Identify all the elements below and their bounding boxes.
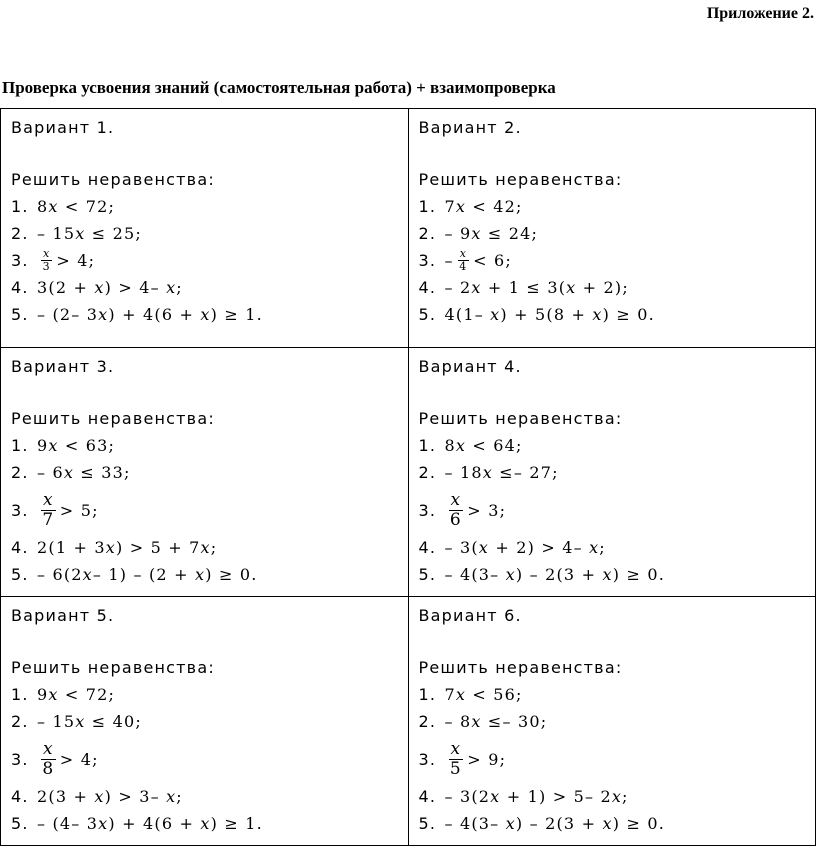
inequality-item — [419, 681, 806, 708]
inequality-item — [11, 486, 398, 534]
inequality-item — [419, 301, 806, 328]
item-number: 2. — [418, 712, 437, 731]
inequality-item — [419, 432, 806, 459]
item-number: 1. — [11, 685, 29, 704]
variant-title: Вариант 4. — [418, 357, 522, 376]
inequality-item — [419, 783, 806, 810]
item-number: 4. — [11, 278, 29, 297]
item-number: 3. — [418, 251, 437, 270]
item-number: 4. — [418, 538, 437, 557]
inequality-expression: 9𝑥 < 72; — [37, 685, 116, 704]
inequality-expression: – 15𝑥 ≤ 25; — [37, 224, 142, 243]
inequality-expression: – 4(3– 𝑥) – 2(3 + 𝑥) ≥ 0. — [444, 814, 665, 833]
variant-title: Вариант 5. — [11, 606, 115, 625]
inequality-expression: 3(2 + 𝑥) > 4– 𝑥; — [37, 278, 183, 297]
fraction-numerator: 𝑥 — [459, 246, 468, 260]
inequality-item — [11, 561, 398, 588]
inequality-item — [419, 486, 806, 534]
inequality-item — [11, 274, 398, 301]
variant-subtitle: Решить неравенства: — [418, 409, 623, 428]
inequality-expression: 8𝑥 < 72; — [37, 197, 116, 216]
item-number: 1. — [11, 436, 29, 455]
variant-cell — [1, 348, 409, 597]
fraction-denominator: 3 — [42, 260, 51, 273]
inequality-item — [419, 708, 806, 735]
inequality-item — [11, 534, 398, 561]
item-number: 4. — [418, 787, 437, 806]
variant-cell — [408, 348, 816, 597]
inequality-expression: 2(3 + 𝑥) > 3– 𝑥; — [37, 787, 183, 806]
inequality-expression: 7𝑥 < 42; — [444, 197, 523, 216]
variant-subtitle: Решить неравенства: — [418, 170, 623, 189]
inequality-item — [419, 735, 806, 783]
item-number: 2. — [418, 224, 437, 243]
inequality-expression: 8𝑥 < 64; — [444, 436, 523, 455]
inequality-item — [419, 193, 806, 220]
inequality-item — [11, 681, 398, 708]
inequality-expression: – 2𝑥 + 1 ≤ 3(𝑥 + 2); — [444, 278, 629, 297]
item-number: 2. — [11, 712, 29, 731]
expr-suffix: < 6; — [473, 251, 512, 270]
expr-suffix: > 9; — [467, 749, 507, 769]
inequality-item — [419, 274, 806, 301]
inequality-item — [11, 735, 398, 783]
fraction-denominator: 4 — [459, 260, 468, 273]
item-number: 1. — [418, 436, 437, 455]
item-number: 5. — [418, 814, 437, 833]
item-number: 4. — [11, 538, 29, 557]
expr-prefix: – — [444, 251, 454, 270]
item-number: 5. — [11, 305, 29, 324]
inequality-expression: 9𝑥 < 63; — [37, 436, 116, 455]
page-heading: Проверка усвоения знаний (самостоятельная работа) + взаимопроверка — [2, 78, 556, 97]
item-number: 3. — [418, 500, 437, 520]
variant-title: Вариант 6. — [418, 606, 522, 625]
fraction-numerator: 𝑥 — [43, 738, 54, 759]
fraction-numerator: 𝑥 — [450, 738, 462, 759]
inequality-item — [11, 459, 398, 486]
inequality-expression: – 6(2𝑥– 1) – (2 + 𝑥) ≥ 0. — [37, 565, 258, 584]
variant-cell — [408, 109, 816, 348]
variant-title: Вариант 3. — [11, 357, 115, 376]
expr-suffix: > 3; — [467, 500, 507, 520]
item-number: 3. — [418, 749, 437, 769]
expr-suffix: > 4; — [59, 749, 99, 769]
appendix-label: Приложение 2. — [706, 5, 814, 22]
fraction — [458, 248, 469, 273]
inequality-expression: 7𝑥 < 56; — [444, 685, 523, 704]
fraction — [41, 740, 56, 778]
fraction — [449, 740, 464, 778]
variant-subtitle: Решить неравенства: — [11, 658, 215, 677]
inequality-item — [11, 708, 398, 735]
inequality-expression: – 6𝑥 ≤ 33; — [37, 463, 131, 482]
item-number: 4. — [11, 787, 29, 806]
item-number: 4. — [418, 278, 437, 297]
variant-cell — [1, 109, 409, 348]
item-number: 3. — [11, 749, 29, 769]
inequality-item — [11, 301, 398, 328]
item-number: 1. — [418, 197, 437, 216]
fraction-denominator: 6 — [449, 509, 462, 530]
item-number: 2. — [11, 224, 29, 243]
item-number: 5. — [11, 814, 29, 833]
inequality-item — [419, 561, 806, 588]
inequality-expression: – 3(𝑥 + 2) > 4– 𝑥; — [444, 538, 606, 557]
fraction-numerator: 𝑥 — [43, 489, 54, 510]
inequality-expression: – 15𝑥 ≤ 40; — [37, 712, 142, 731]
fraction-denominator: 5 — [449, 758, 462, 779]
item-number: 3. — [11, 251, 29, 270]
inequality-expression: – 4(3– 𝑥) – 2(3 + 𝑥) ≥ 0. — [444, 565, 665, 584]
inequality-item — [11, 432, 398, 459]
variant-subtitle: Решить неравенства: — [418, 658, 623, 677]
item-number: 1. — [418, 685, 437, 704]
item-number: 3. — [11, 500, 29, 520]
inequality-expression: 4(1– 𝑥) + 5(8 + 𝑥) ≥ 0. — [444, 305, 655, 324]
variant-title: Вариант 1. — [11, 118, 115, 137]
inequality-expression: – (2– 3𝑥) + 4(6 + 𝑥) ≥ 1. — [37, 305, 263, 324]
variant-cell — [408, 597, 816, 846]
inequality-expression: – 9𝑥 ≤ 24; — [444, 224, 539, 243]
item-number: 1. — [11, 197, 29, 216]
inequality-expression: – 18𝑥 ≤– 27; — [444, 463, 559, 482]
item-number: 2. — [418, 463, 437, 482]
inequality-expression: – 8𝑥 ≤– 30; — [444, 712, 548, 731]
variant-subtitle: Решить неравенства: — [11, 170, 215, 189]
inequality-item — [419, 459, 806, 486]
fraction-denominator: 8 — [42, 758, 55, 779]
inequality-expression: – 3(2𝑥 + 1) > 5– 2𝑥; — [444, 787, 629, 806]
expr-suffix: > 4; — [56, 251, 96, 270]
fraction-denominator: 7 — [42, 509, 55, 530]
fraction — [41, 248, 52, 273]
item-number: 2. — [11, 463, 29, 482]
fraction-numerator: 𝑥 — [43, 246, 51, 260]
item-number: 5. — [11, 565, 29, 584]
inequality-item — [419, 534, 806, 561]
inequality-item — [419, 220, 806, 247]
inequality-item — [11, 220, 398, 247]
inequality-item — [11, 810, 398, 837]
expr-suffix: > 5; — [59, 500, 99, 520]
fraction — [41, 491, 56, 529]
inequality-item — [11, 193, 398, 220]
inequality-expression: 2(1 + 3𝑥) > 5 + 7𝑥; — [37, 538, 218, 557]
variant-subtitle: Решить неравенства: — [11, 409, 215, 428]
variant-title: Вариант 2. — [418, 118, 522, 137]
variant-cell — [1, 597, 409, 846]
inequality-item — [419, 810, 806, 837]
fraction-numerator: 𝑥 — [450, 489, 462, 510]
fraction — [449, 491, 464, 529]
item-number: 5. — [418, 565, 437, 584]
item-number: 5. — [418, 305, 437, 324]
inequality-expression: – (4– 3𝑥) + 4(6 + 𝑥) ≥ 1. — [37, 814, 263, 833]
variants-table — [0, 108, 816, 846]
inequality-item — [11, 247, 398, 274]
inequality-item — [11, 783, 398, 810]
inequality-item — [419, 247, 806, 274]
